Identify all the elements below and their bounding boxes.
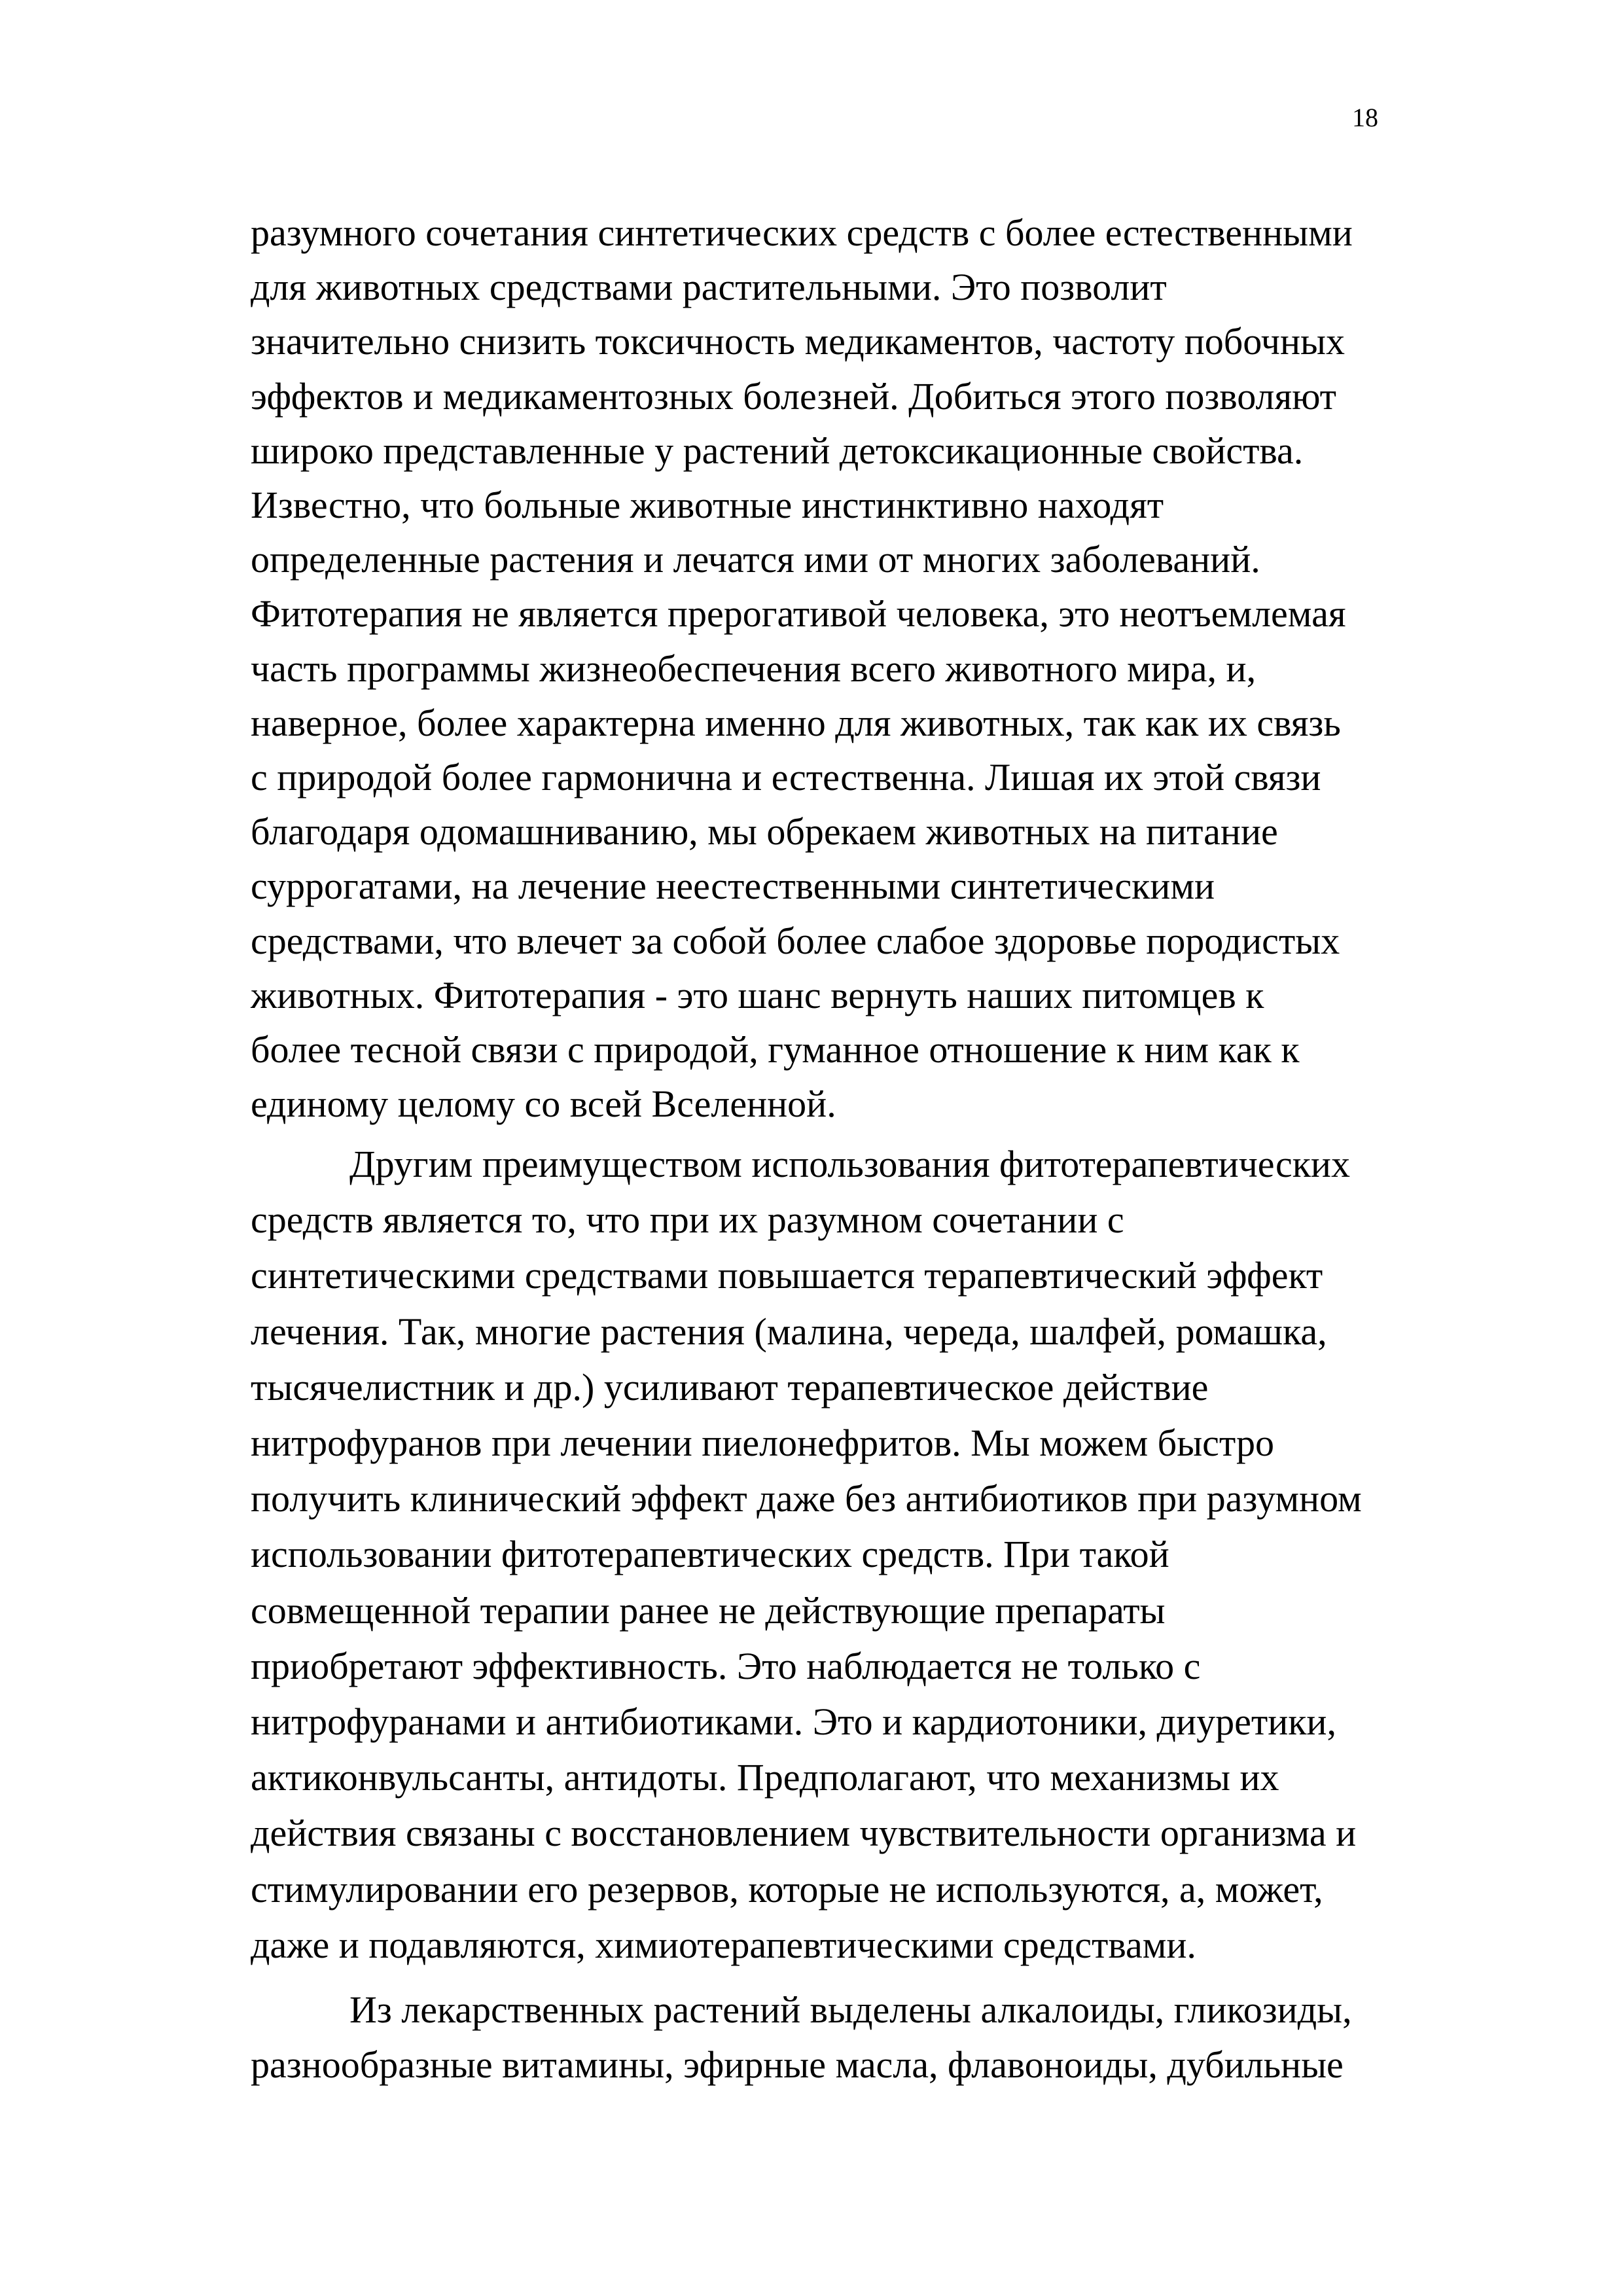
text-line: определенные растения и лечатся ими от многих заболеваний. bbox=[251, 538, 1260, 581]
text-line: получить клинический эффект даже без антибиотиков при разумном bbox=[251, 1477, 1362, 1520]
text-line: средств является то, что при их разумном сочетании с bbox=[251, 1198, 1124, 1242]
text-line: использовании фитотерапевтических средств. При такой bbox=[251, 1533, 1169, 1576]
text-line: более тесной связи с природой, гуманное отношение к ним как к bbox=[251, 1028, 1300, 1071]
text-line: средствами, что влечет за собой более слабое здоровье породистых bbox=[251, 919, 1340, 962]
text-line: значительно снизить токсичность медикаментов, частоту побочных bbox=[251, 320, 1345, 363]
text-line: единому целому со всей Вселенной. bbox=[251, 1083, 836, 1126]
text-line: стимулировании его резервов, которые не используются, а, может, bbox=[251, 1867, 1323, 1910]
text-line: для животных средствами растительными. Это позволит bbox=[251, 266, 1167, 309]
text-line: синтетическими средствами повышается терапевтический эффект bbox=[251, 1254, 1323, 1297]
text-line: совмещенной терапии ранее не действующие препараты bbox=[251, 1588, 1166, 1632]
text-line: животных. Фитотерапия - это шанс вернуть наших питомцев к bbox=[251, 973, 1264, 1016]
text-line: разнообразные витамины, эфирные масла, флавоноиды, дубильные bbox=[251, 2043, 1344, 2086]
text-line: приобретают эффективность. Это наблюдается не только с bbox=[251, 1644, 1201, 1687]
text-line: Из лекарственных растений выделены алкалоиды, гликозиды, bbox=[349, 1988, 1352, 2031]
page-number: 18 bbox=[1352, 103, 1378, 132]
text-line: нитрофуранами и антибиотиками. Это и кардиотоники, диуретики, bbox=[251, 1700, 1336, 1743]
text-line: нитрофуранов при лечении пиелонефритов. Мы можем быстро bbox=[251, 1422, 1274, 1464]
text-line: Другим преимуществом использования фитотерапевтических bbox=[349, 1143, 1350, 1185]
text-line: часть программы жизнеобеспечения всего животного мира, и, bbox=[251, 647, 1257, 690]
text-line: лечения. Так, многие растения (малина, череда, шалфей, ромашка, bbox=[251, 1310, 1327, 1353]
text-line: суррогатами, на лечение неестественными синтетическими bbox=[251, 865, 1215, 908]
text-line: даже и подавляются, химиотерапевтическими средствами. bbox=[251, 1923, 1196, 1966]
text-line: разумного сочетания синтетических средств с более естественными bbox=[251, 211, 1353, 254]
text-line: наверное, более характерна именно для животных, так как их связь bbox=[251, 701, 1341, 744]
text-line: благодаря одомашниванию, мы обрекаем животных на питание bbox=[251, 810, 1278, 853]
text-line: широко представленные у растений детоксикационные свойства. bbox=[251, 429, 1304, 472]
text-line: действия связаны с восстановлением чувствительности организма и bbox=[251, 1812, 1357, 1855]
text-line: актиконвульсанты, антидоты. Предполагают, что механизмы их bbox=[251, 1756, 1279, 1799]
text-line: Фитотерапия не является прерогативой человека, это неотъемлемая bbox=[251, 592, 1346, 636]
text-line: Известно, что больные животные инстинктивно находят bbox=[251, 484, 1164, 526]
text-line: с природой более гармонична и естественна. Лишая их этой связи bbox=[251, 756, 1321, 798]
text-line: эффектов и медикаментозных болезней. Добиться этого позволяют bbox=[251, 374, 1337, 418]
text-line: тысячелистник и др.) усиливают терапевтическое действие bbox=[251, 1365, 1209, 1408]
